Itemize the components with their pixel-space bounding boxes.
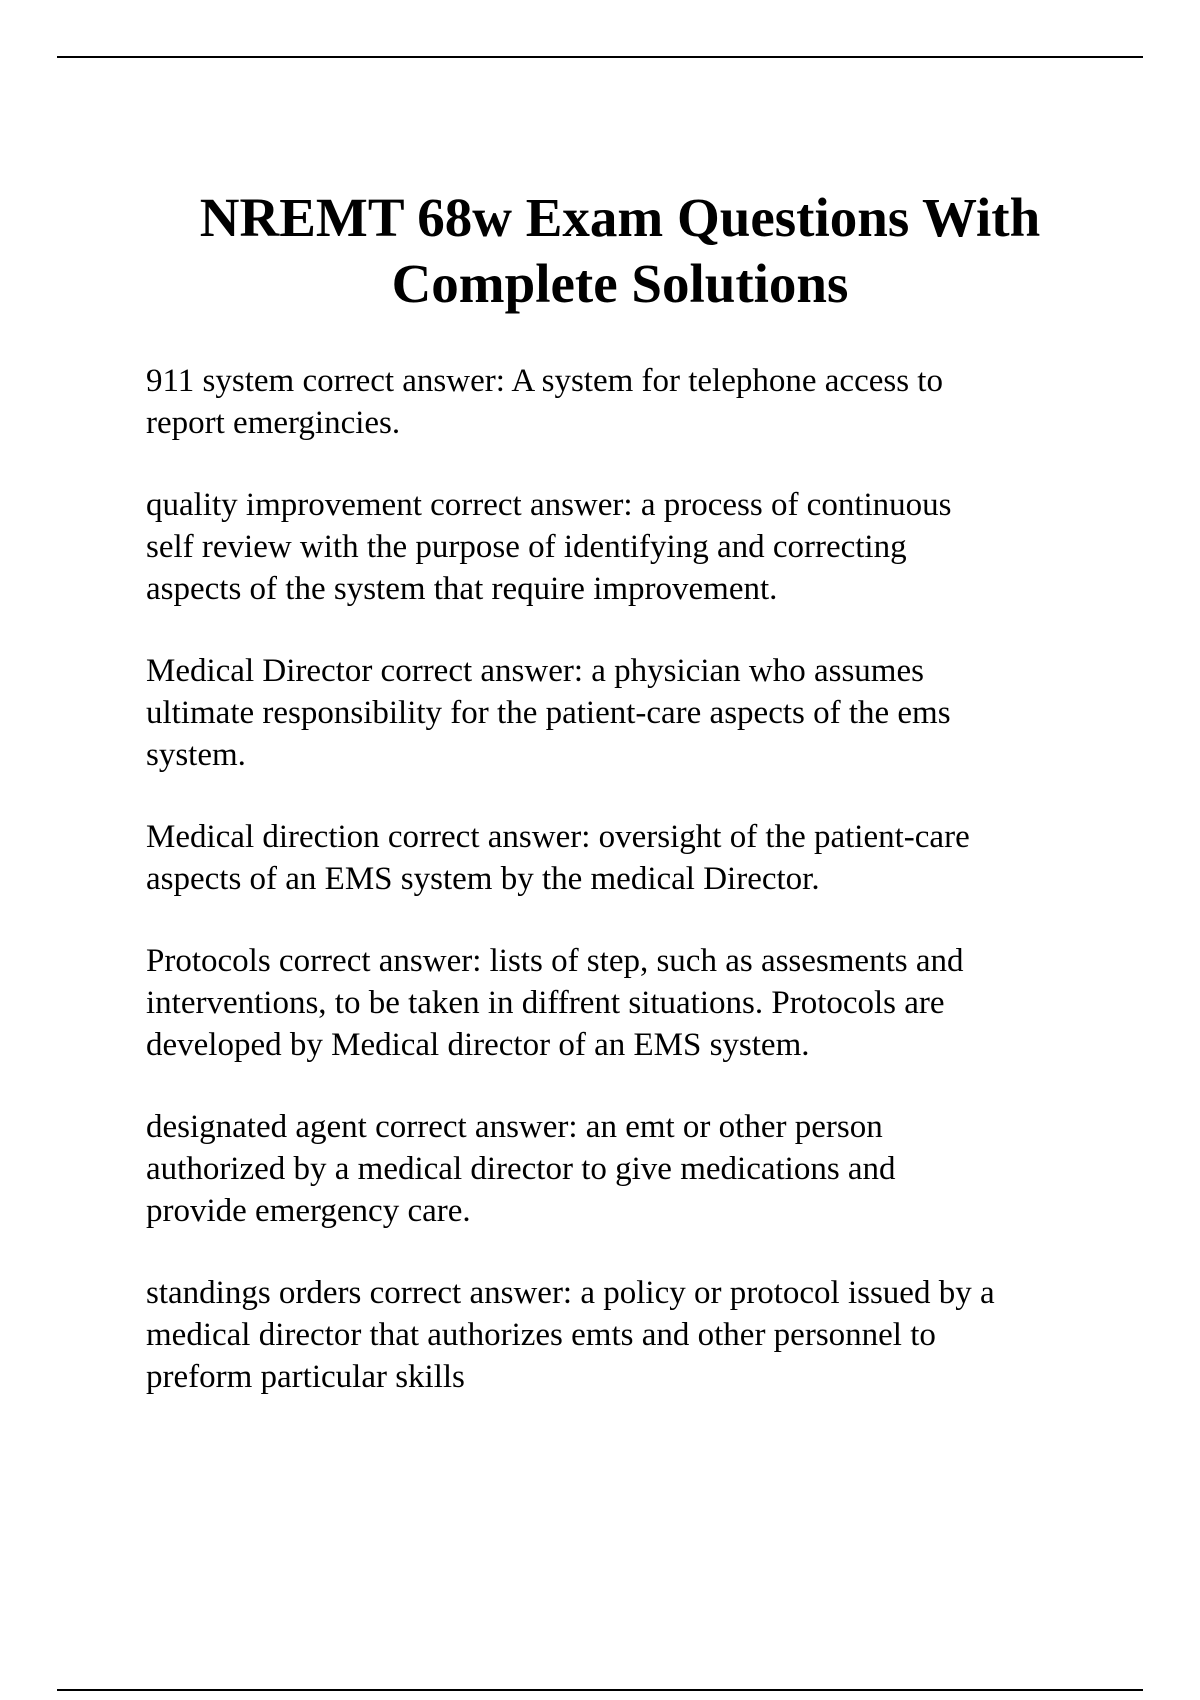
qa-entry-911-system	[146, 360, 1156, 444]
entry-line: Medical direction correct answer: oversight of the patient-care	[146, 819, 970, 855]
title-line: Complete Solutions	[391, 253, 849, 314]
entry-line: designated agent correct answer: an emt or other person	[146, 1109, 883, 1145]
entry-line: interventions, to be taken in diffrent situations. Protocols are	[146, 985, 945, 1021]
qa-entry-protocols	[146, 940, 1156, 1066]
bottom-divider	[57, 1689, 1143, 1691]
entry-line: provide emergency care.	[146, 1193, 471, 1229]
entry-line: report emergincies.	[146, 405, 401, 441]
entry-line: Medical Director correct answer: a physician who assumes	[146, 653, 924, 689]
entry-line: Protocols correct answer: lists of step, such as assesments and	[146, 943, 964, 979]
entry-line: authorized by a medical director to give medications and	[146, 1151, 896, 1187]
qa-entry-standing-orders	[146, 1272, 1156, 1398]
qa-entry-medical-direction	[146, 816, 1156, 900]
qa-entry-quality-improvement	[146, 484, 1156, 610]
entry-line: developed by Medical director of an EMS system.	[146, 1027, 810, 1063]
entry-line: quality improvement correct answer: a process of continuous	[146, 487, 952, 523]
page-title	[100, 185, 1140, 317]
entry-line: 911 system correct answer: A system for telephone access to	[146, 363, 943, 399]
entry-line: standings orders correct answer: a policy or protocol issued by a	[146, 1275, 995, 1311]
entry-line: system.	[146, 737, 246, 773]
top-divider	[57, 56, 1143, 58]
entry-line: medical director that authorizes emts and other personnel to	[146, 1317, 936, 1353]
entry-line: aspects of the system that require improvement.	[146, 571, 778, 607]
entry-line: preform particular skills	[146, 1359, 465, 1395]
qa-entry-designated-agent	[146, 1106, 1156, 1232]
entry-line: aspects of an EMS system by the medical Director.	[146, 861, 820, 897]
qa-list	[146, 360, 1156, 1438]
title-line: NREMT 68w Exam Questions With	[199, 187, 1041, 248]
qa-entry-medical-director	[146, 650, 1156, 776]
entry-line: ultimate responsibility for the patient-care aspects of the ems	[146, 695, 951, 731]
entry-line: self review with the purpose of identifying and correcting	[146, 529, 907, 565]
